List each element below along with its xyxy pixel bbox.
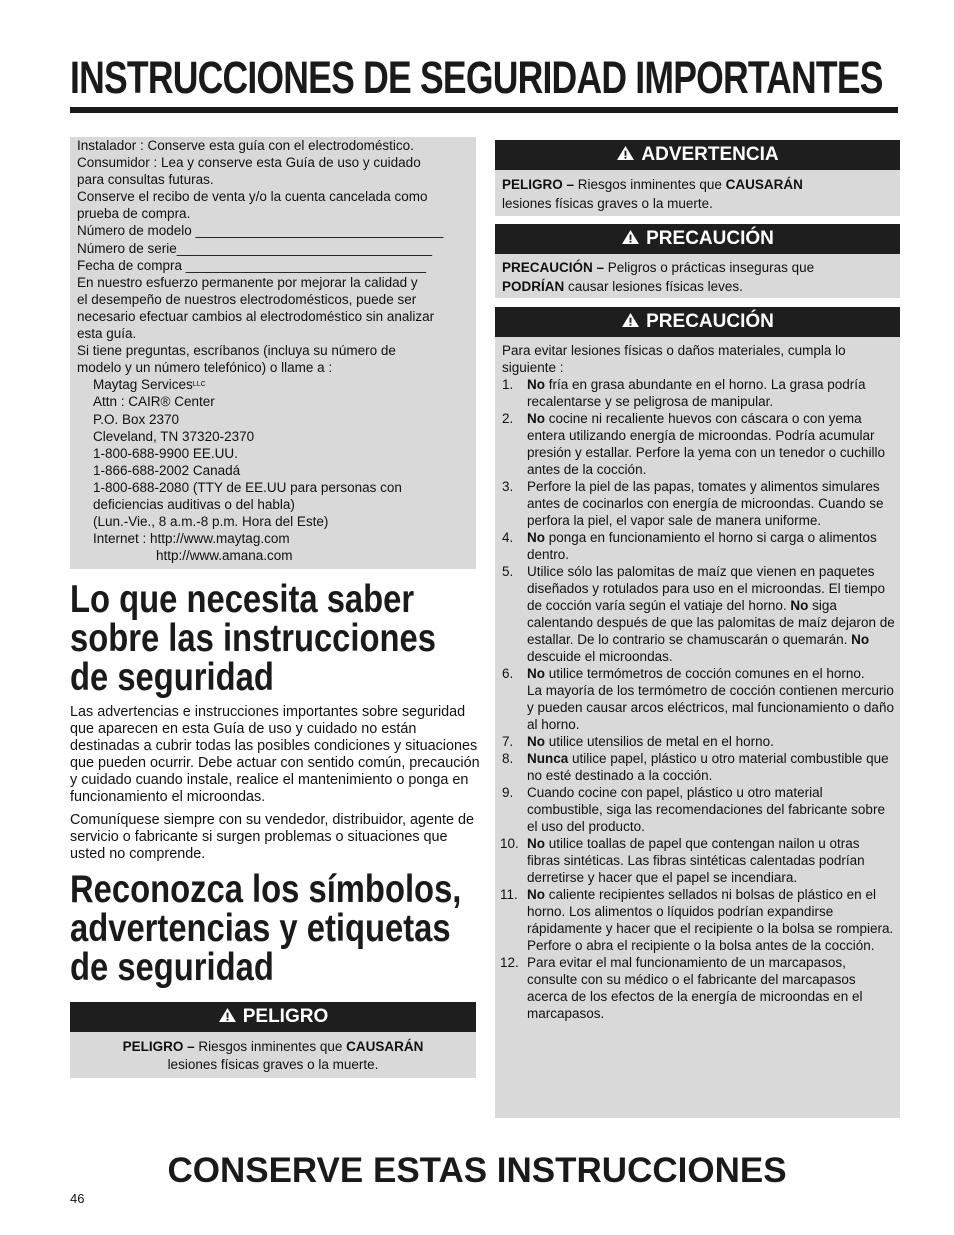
address-line: (Lun.-Vie., 8 a.m.-8 p.m. Hora del Este) — [93, 514, 329, 530]
need-paragraph-1: Las advertencias e instrucciones importantes sobre seguridad que aparecen en esta Guía de uso y cuidado no están destinadas a cubrir todas las posibles condiciones y situaciones que pueden ocurrir. Debe actuar con sentido común, precaución y cuidado cuando instale, realice el mantenimiento o ponga en funcionamiento el microondas. — [70, 704, 480, 806]
heading-recognize-symbols: Reconozca los símbolos, advertencias y etiquetas de seguridad — [70, 868, 462, 989]
item-number: 8. — [502, 751, 514, 766]
precaucion-box-1 — [495, 224, 900, 298]
address-line: 1-866-688-2002 Canadá — [93, 462, 241, 478]
precaucion-item: 5. Utilice sólo las palomitas de maíz que vienen en paquetes diseñados y rotulados para uso en el microondas. El tiempo de cocción varía según el vatiaje del horno. No siga calentando después de que las palomitas de maíz dejaron de estallar. De lo contrario se chamuscarán o quemarán. No descuide el microondas. — [502, 564, 895, 664]
precaucion-header-1 — [495, 224, 900, 254]
installer-info-line: esta guía. — [77, 326, 137, 342]
item-number: 1. — [502, 377, 514, 392]
need-paragraph-2: Comuníquese siempre con su vendedor, distribuidor, agente de servicio o fabricante si surgen problemas o situaciones que usted no comprende. — [70, 812, 474, 863]
item-number: 5. — [502, 564, 514, 579]
installer-info-line: el desempeño de nuestros electrodomésticos, puede ser — [77, 291, 417, 307]
footer-save-instructions: CONSERVE ESTAS INSTRUCCIONES — [167, 1151, 787, 1190]
peligro-text: PELIGRO – Riesgos inminentes que CAUSARÁN lesiones físicas graves o la muerte. — [122, 1039, 424, 1072]
installer-info-line: Fecha de compra ________________________________ — [77, 257, 427, 273]
precaucion-item: 11. No caliente recipientes sellados ni bolsas de plástico en el horno. Los alimentos o líquidos podrían expandirse rápidamente y hacer que el recipiente o la bolsa se rompiera. Perfore o abra el recipiente o la bolsa antes de la cocción. — [500, 887, 894, 953]
installer-info-line: para consultas futuras. — [77, 172, 214, 188]
precaucion-intro: Para evitar lesiones físicas o daños materiales, cumpla lo siguiente : — [502, 343, 846, 375]
item-number: 6. — [502, 666, 514, 681]
advertencia-label: ADVERTENCIA — [641, 144, 779, 165]
warning-icon — [621, 229, 640, 245]
peligro-label: PELIGRO — [242, 1006, 329, 1027]
precaucion-label-1: PRECAUCIÓN — [646, 228, 774, 249]
precaucion-header-2 — [495, 307, 900, 337]
item-number: 7. — [502, 734, 514, 749]
address-line: 1-800-688-9900 EE.UU. — [93, 445, 238, 461]
advertencia-box — [495, 140, 900, 216]
address-line: P.O. Box 2370 — [93, 411, 180, 427]
installer-info-line: prueba de compra. — [77, 206, 191, 222]
advertencia-header — [495, 140, 900, 170]
installer-info-line: Conserve el recibo de venta y/o la cuenta cancelada como — [77, 189, 428, 205]
address-line: 1-800-688-2080 (TTY de EE.UU para personas con — [93, 479, 402, 495]
installer-info-line: En nuestro esfuerzo permanente por mejorar la calidad y — [77, 274, 418, 290]
installer-info-line: Número de modelo _________________________________ — [77, 223, 444, 239]
installer-info-line: Número de serie__________________________________ — [77, 240, 433, 256]
item-number: 2. — [502, 411, 514, 426]
heading-need-to-know: Lo que necesita saber sobre las instrucciones de seguridad — [70, 578, 436, 699]
precaucion-item: 4. No ponga en funcionamiento el horno si carga o alimentos dentro. — [502, 530, 877, 562]
url-amana: http://www.amana.com — [156, 548, 293, 564]
peligro-header — [70, 1002, 476, 1032]
warning-icon — [621, 312, 640, 328]
precaucion-item: 2. No cocine ni recaliente huevos con cáscara o con yema entera utilizando energía de microondas. Podría acumular presión y estallar. Perfore la yema con un tenedor o cuchillo antes de la cocción. — [502, 411, 885, 477]
address-line: Attn : CAIR® Center — [93, 394, 215, 410]
precaucion-item: 9. Cuando cocine con papel, plástico u otro material combustible, siga las recomendaciones del fabricante sobre el uso del producto. — [502, 785, 885, 834]
installer-info-line: Si tiene preguntas, escríbanos (incluya su número de — [77, 343, 396, 359]
precaucion-item: 3. Perfore la piel de las papas, tomates y alimentos simulares antes de cocinarlos con energía de microondas. Cuando se perfora la piel, el vapor sale de manera uniforme. — [502, 479, 884, 528]
precaucion-item: 12. Para evitar el mal funcionamiento de un marcapasos, consulte con su médico o el fabricante del marcapasos acerca de los efectos de la energía de microondas en el marcapasos. — [500, 955, 863, 1021]
warning-icon — [616, 145, 635, 161]
address-line: deficiencias auditivas o del habla) — [93, 496, 295, 512]
title-rule — [70, 107, 898, 113]
installer-info-line: necesario efectuar cambios al electrodoméstico sin analizar — [77, 308, 435, 324]
item-extra: La mayoría de los termómetro de cocción contienen mercurio y pueden causar arcos eléctricos, mal funcionamiento o daño al horno. — [527, 683, 894, 732]
installer-info-lines — [77, 137, 470, 376]
item-number: 10. — [500, 836, 519, 851]
address-lines — [77, 393, 470, 547]
company-suffix: LLC — [192, 381, 206, 389]
address-line: Cleveland, TN 37320-2370 — [93, 428, 255, 444]
item-number: 9. — [502, 785, 514, 800]
precaucion-list — [502, 376, 895, 1022]
page-title: INSTRUCCIONES DE SEGURIDAD IMPORTANTES — [70, 52, 883, 103]
precaucion-item: 8. Nunca utilice papel, plástico u otro material combustible que no esté destinado a la cocción. — [502, 751, 889, 783]
warning-icon — [218, 1007, 237, 1023]
company-name: Maytag Services$^{LLC}$ — [93, 377, 206, 393]
precaucion-item: 7. No utilice utensilios de metal en el horno. — [502, 734, 774, 749]
installer-info-line: Consumidor : Lea y conserve esta Guía de uso y cuidado — [77, 155, 421, 171]
precaucion-item: 6. No utilice termómetros de cocción comunes en el horno. La mayoría de los termómetro de cocción contienen mercurio y pueden causar arcos eléctricos, mal funcionamiento o daño al horno. — [502, 666, 894, 732]
precaucion-box-2 — [495, 307, 900, 1118]
item-number: 3. — [502, 479, 514, 494]
address-line: Internet : http://www.maytag.com — [93, 531, 290, 547]
advertencia-text: PELIGRO – Riesgos inminentes que CAUSARÁN lesiones físicas graves o la muerte. — [502, 177, 803, 211]
installer-info-line: Instalador : Conserve esta guía con el electrodoméstico. — [77, 138, 414, 153]
installer-info-box — [70, 137, 476, 569]
peligro-box — [70, 1002, 476, 1078]
page-number: 46 — [70, 1191, 85, 1206]
installer-info-line: modelo y un número telefónico) o llame a : — [77, 360, 333, 376]
precaucion-text-1: PRECAUCIÓN – Peligros o prácticas inseguras que PODRÍAN causar lesiones físicas leves. — [502, 260, 815, 294]
precaucion-item: 1. No fría en grasa abundante en el horno. La grasa podría recalentarse y se peligrosa de manipular. — [502, 377, 866, 409]
item-number: 4. — [502, 530, 514, 545]
precaucion-label-2: PRECAUCIÓN — [646, 311, 774, 332]
precaucion-item: 10. No utilice toallas de papel que contengan nailon u otras fibras sintéticas. Las fibras sintéticas calentadas podrían derretirse y hacer que el papel se incendiara. — [500, 836, 865, 885]
item-number: 12. — [500, 955, 519, 970]
item-number: 11. — [500, 887, 518, 902]
